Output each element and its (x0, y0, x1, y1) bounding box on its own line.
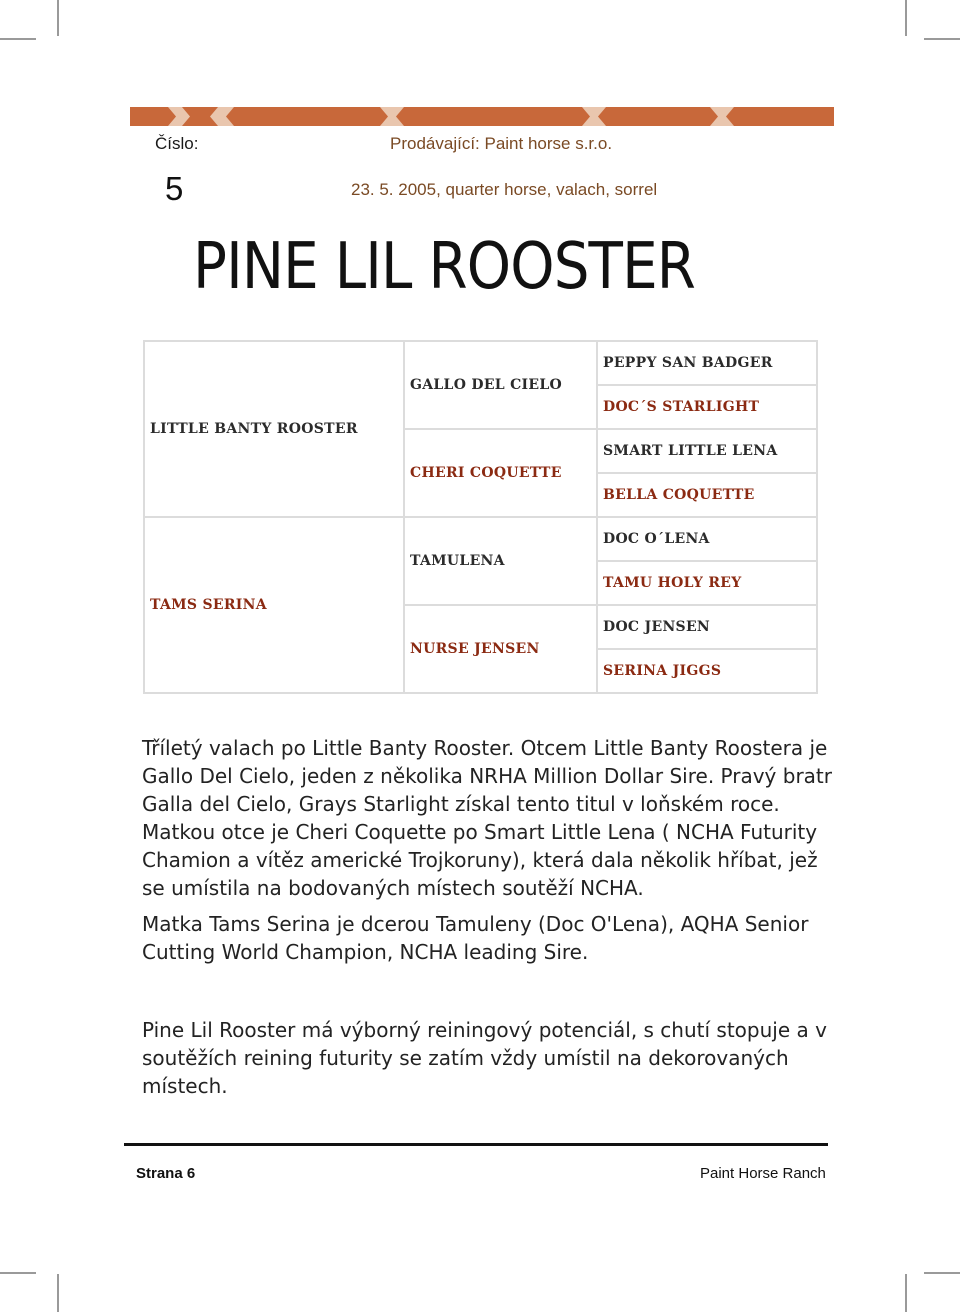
pedigree-dam-sire: TAMULENA (404, 517, 597, 605)
footer-divider (124, 1143, 828, 1146)
crop-mark (905, 0, 907, 36)
page-number: Strana 6 (136, 1165, 196, 1182)
decorative-arrow-banner (130, 107, 834, 126)
pedigree-dam: TAMS SERINA (144, 517, 404, 693)
description-paragraph-2: Matka Tams Serina je dcerou Tamuleny (Doc O'Lena), AQHA Senior Cutting World Champion, NCHA leading Sire. (142, 912, 809, 964)
crop-mark (924, 1272, 960, 1274)
horse-name-title: PINE LIL ROOSTER (193, 230, 696, 304)
pedigree-dam-dam: NURSE JENSEN (404, 605, 597, 693)
pedigree-g3-1: PEPPY SAN BADGER (597, 341, 817, 385)
pedigree-g3-2: DOC´S STARLIGHT (597, 385, 817, 429)
pedigree-sire: LITTLE BANTY ROOSTER (144, 341, 404, 517)
pedigree-table (143, 340, 818, 694)
crop-mark (905, 1274, 907, 1312)
pedigree-sire-dam: CHERI COQUETTE (404, 429, 597, 517)
crop-mark (0, 38, 36, 40)
crop-mark (57, 1274, 59, 1312)
horse-number: 5 (165, 170, 184, 207)
pedigree-g3-3: SMART LITTLE LENA (597, 429, 817, 473)
seller-text: Prodávající: Paint horse s.r.o. (390, 134, 613, 153)
footer-company: Paint Horse Ranch (700, 1165, 826, 1182)
crop-mark (57, 0, 59, 36)
description-paragraph-1: Tříletý valach po Little Banty Rooster. Otcem Little Banty Roostera je Gallo Del Cielo, jeden z několika NRHA Million Dollar Sire. Pravý bratr Galla del Cielo, Grays Starlight získal tento titul v loňském roce. Matkou otce je Cheri Coquette po Smart Little Lena ( NCHA Futurity Chamion a vítěz americké Trojkoruny), která dala několik hříbat, jež se umístila na bodovaných místech soutěží NCHA. (142, 736, 832, 900)
pedigree-g3-5: DOC O´LENA (597, 517, 817, 561)
crop-mark (924, 38, 960, 40)
pedigree-g3-8: SERINA JIGGS (597, 649, 817, 693)
pedigree-g3-6: TAMU HOLY REY (597, 561, 817, 605)
pedigree-sire-sire: GALLO DEL CIELO (404, 341, 597, 429)
crop-mark (0, 1272, 36, 1274)
pedigree-g3-7: DOC JENSEN (597, 605, 817, 649)
number-label: Číslo: (155, 134, 199, 153)
pedigree-g3-4: BELLA COQUETTE (597, 473, 817, 517)
description-paragraph-3: Pine Lil Rooster má výborný reiningový potenciál, s chutí stopuje a v soutěžích reining futurity se zatím vždy umístil na dekorovaných místech. (142, 1018, 827, 1098)
horse-info: 23. 5. 2005, quarter horse, valach, sorrel (351, 180, 658, 199)
